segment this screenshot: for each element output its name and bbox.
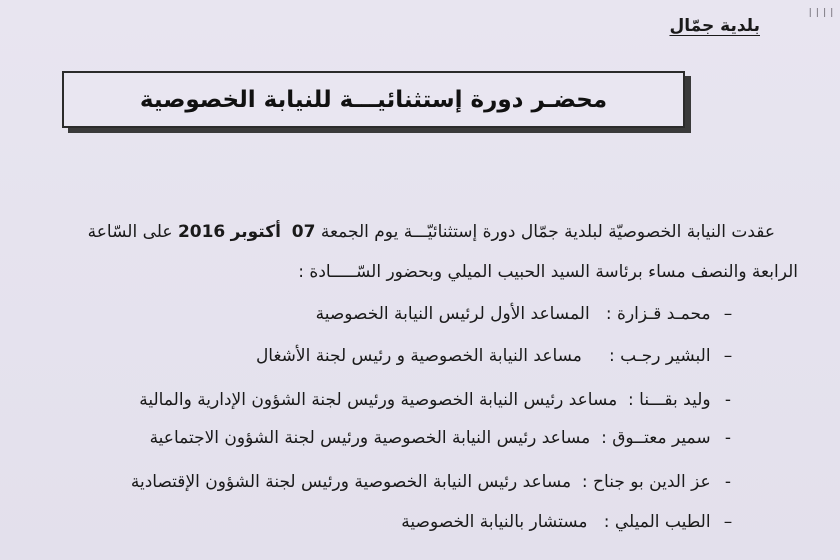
attendee-item bbox=[150, 428, 740, 448]
attendee-item bbox=[139, 390, 740, 410]
municipality-header: بلدية جمّال bbox=[669, 16, 760, 36]
list-dash: – bbox=[723, 304, 733, 324]
attendee-name: سمير معتــوق : bbox=[601, 428, 711, 448]
attendee-role: مساعد رئيس النيابة الخصوصية ورئيس لجنة الشؤون الإدارية والمالية bbox=[139, 390, 618, 410]
attendee-role: مساعد رئيس النيابة الخصوصية ورئيس لجنة الشؤون الاجتماعية bbox=[149, 428, 591, 448]
meeting-year: 2016 bbox=[177, 222, 226, 242]
attendee-role: المساعد الأول لرئيس النيابة الخصوصية bbox=[315, 304, 590, 324]
intro-text-a: عقدت النيابة الخصوصيّة لبلدية جمّال دورة إستثنائيّـــة يوم الجمعة bbox=[315, 222, 775, 242]
meeting-day: 07 bbox=[291, 222, 316, 242]
list-dash: – bbox=[723, 512, 733, 532]
attendee-role: مساعد النيابة الخصوصية و رئيس لجنة الأشغال bbox=[255, 346, 582, 366]
list-dash: - bbox=[724, 428, 732, 448]
attendee-name: الطيب الميلي : bbox=[603, 512, 711, 532]
attendee-name: البشير رجـب : bbox=[608, 346, 711, 366]
margin-marks: ا ا ا ا bbox=[808, 6, 834, 20]
title-box bbox=[62, 71, 685, 128]
intro-text-b: على السّاعة bbox=[87, 222, 178, 242]
attendee-item bbox=[131, 472, 740, 492]
meeting-month: أكتوبر bbox=[230, 222, 281, 242]
intro-line-1 bbox=[15, 222, 775, 242]
attendee-name: وليد بقـــنا : bbox=[628, 390, 711, 410]
attendee-name: عز الدين بو جناح : bbox=[581, 472, 711, 492]
attendee-role: مساعد رئيس النيابة الخصوصية ورئيس لجنة الشؤون الإقتصادية bbox=[130, 472, 572, 492]
list-dash: – bbox=[723, 346, 733, 366]
intro-line-2: الرابعة والنصف مساء برئاسة السيد الحبيب الميلي وبحضور السّـــــادة : bbox=[298, 262, 798, 282]
attendee-name: محمـد قـزارة : bbox=[605, 304, 711, 324]
attendee-item bbox=[401, 512, 740, 532]
attendee-role: مستشار بالنيابة الخصوصية bbox=[401, 512, 588, 532]
attendee-item bbox=[256, 346, 740, 366]
list-dash: - bbox=[724, 390, 732, 410]
list-dash: - bbox=[724, 472, 732, 492]
attendee-item bbox=[316, 304, 740, 324]
document-title: محضـر دورة إستثنائيـــة للنيابة الخصوصية bbox=[139, 86, 608, 113]
